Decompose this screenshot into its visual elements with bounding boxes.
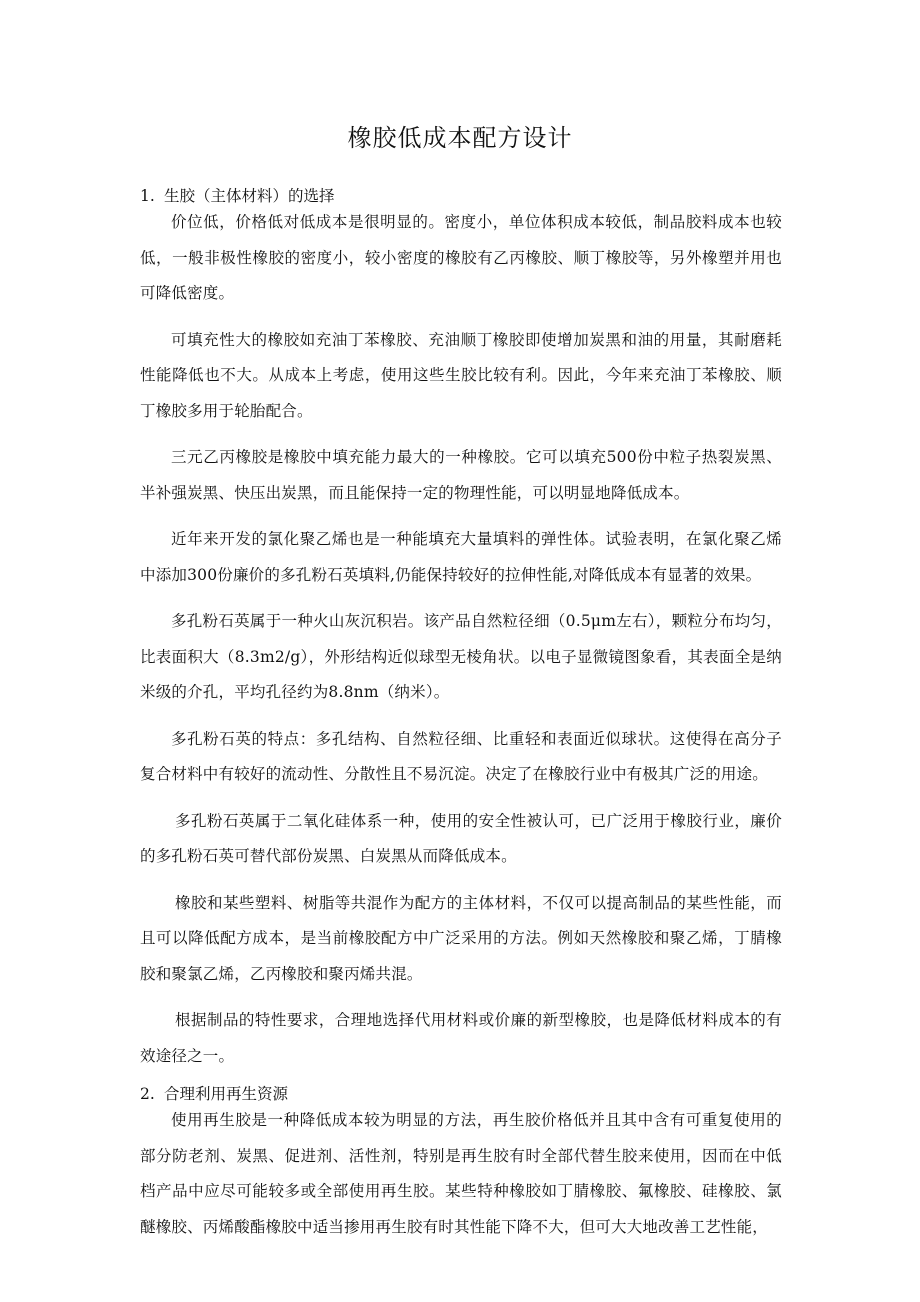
paragraph: 橡胶和某些塑料、树脂等共混作为配方的主体材料，不仅可以提高制品的某些性能，而且可以降低配方成本，是当前橡胶配方中广泛采用的方法。例如天然橡胶和聚乙烯，丁腈橡胶和聚氯乙烯，乙丙橡胶和聚丙烯共混。 (140, 893, 782, 983)
section-number: 1. (140, 187, 155, 205)
paragraph: 近年来开发的氯化聚乙烯也是一种能填充大量填料的弹性体。试验表明，在氯化聚乙烯中添加300份廉价的多孔粉石英填料,仍能保持较好的拉伸性能,对降低成本有显著的效果。 (140, 530, 782, 584)
section-1 (140, 183, 782, 1074)
paragraph: 多孔粉石英属于二氧化硅体系一种，使用的安全性被认可，已广泛用于橡胶行业，廉价的多孔粉石英可替代部份炭黑、白炭黑从而降低成本。 (140, 811, 782, 865)
section-heading-text: 合理利用再生资源 (164, 1085, 289, 1103)
document-body (140, 183, 782, 1256)
section-number: 2. (140, 1085, 155, 1103)
section-2 (140, 1081, 782, 1245)
paragraph: 可填充性大的橡胶如充油丁苯橡胶、充油顺丁橡胶即使增加炭黑和油的用量，其耐磨耗性能降低也不大。从成本上考虑，使用这些生胶比较有利。因此，今年来充油丁苯橡胶、顺丁橡胶多用于轮胎配合。 (140, 330, 782, 420)
paragraph: 三元乙丙橡胶是橡胶中填充能力最大的一种橡胶。它可以填充500份中粒子热裂炭黑、半补强炭黑、快压出炭黑，而且能保持一定的物理性能，可以明显地降低成本。 (140, 448, 782, 502)
paragraph: 多孔粉石英属于一种火山灰沉积岩。该产品自然粒径细（0.5μm左右），颗粒分布均匀，比表面积大（8.3m2/g），外形结构近似球型无棱角状。以电子显微镜图象看，其表面全是纳米级的介孔，平均孔径约为8.8nm（纳米）。 (140, 612, 782, 701)
document-title: 橡胶低成本配方设计 (347, 124, 573, 152)
paragraph: 多孔粉石英的特点：多孔结构、自然粒径细、比重轻和表面近似球状。这使得在高分子复合材料中有较好的流动性、分散性且不易沉淀。决定了在橡胶行业中有极其广泛的用途。 (140, 729, 782, 783)
paragraph: 价位低，价格低对低成本是很明显的。密度小，单位体积成本较低，制品胶料成本也较低，一般非极性橡胶的密度小，较小密度的橡胶有乙丙橡胶、顺丁橡胶等，另外橡塑并用也可降低密度。 (140, 213, 782, 302)
paragraph: 根据制品的特性要求，合理地选择代用材料或价廉的新型橡胶，也是降低材料成本的有效途径之一。 (140, 1011, 782, 1065)
section-heading-text: 生胶（主体材料）的选择 (164, 187, 335, 205)
paragraph: 使用再生胶是一种降低成本较为明显的方法，再生胶价格低并且其中含有可重复使用的部分防老剂、炭黑、促进剂、活性剂，特别是再生胶有时全部代替生胶来使用，因而在中低档产品中应尽可能较多或全部使用再生胶。某些特种橡胶如丁腈橡胶、氟橡胶、硅橡胶、氯醚橡胶、丙烯酸酯橡胶中适当掺用再生胶有时其性能下降不大，但可大大地改善工艺性能， (140, 1111, 782, 1236)
